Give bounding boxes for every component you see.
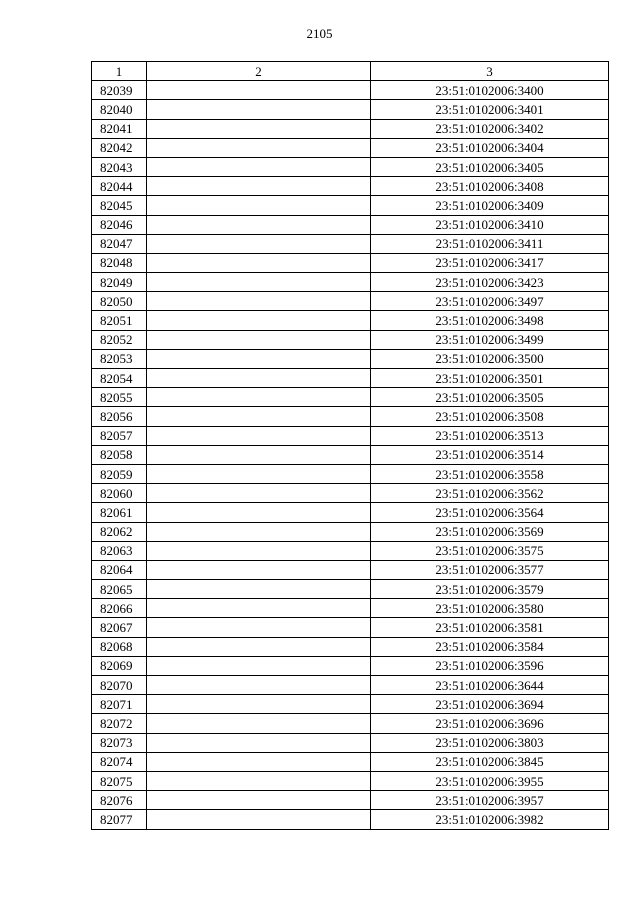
description-cell <box>147 791 371 810</box>
row-number-cell: 82067 <box>92 618 147 637</box>
cadastral-number-cell: 23:51:0102006:3982 <box>371 810 609 829</box>
cadastral-number-cell: 23:51:0102006:3955 <box>371 771 609 790</box>
cadastral-number-cell: 23:51:0102006:3411 <box>371 234 609 253</box>
table-body <box>92 81 609 829</box>
description-cell <box>147 676 371 695</box>
table-row <box>92 791 609 810</box>
row-number-cell: 82043 <box>92 157 147 176</box>
table-row <box>92 311 609 330</box>
table-row <box>92 100 609 119</box>
cadastral-number-cell: 23:51:0102006:3514 <box>371 445 609 464</box>
description-cell <box>147 656 371 675</box>
table-row <box>92 196 609 215</box>
cadastral-number-cell: 23:51:0102006:3584 <box>371 637 609 656</box>
cadastral-number-cell: 23:51:0102006:3575 <box>371 541 609 560</box>
description-cell <box>147 407 371 426</box>
row-number-cell: 82064 <box>92 560 147 579</box>
row-number-cell: 82070 <box>92 676 147 695</box>
description-cell <box>147 599 371 618</box>
table-row <box>92 522 609 541</box>
table-row <box>92 618 609 637</box>
table-row <box>92 637 609 656</box>
cadastral-number-cell: 23:51:0102006:3513 <box>371 426 609 445</box>
cadastral-number-cell: 23:51:0102006:3501 <box>371 369 609 388</box>
row-number-cell: 82050 <box>92 292 147 311</box>
description-cell <box>147 484 371 503</box>
description-cell <box>147 445 371 464</box>
row-number-cell: 82060 <box>92 484 147 503</box>
cadastral-number-cell: 23:51:0102006:3405 <box>371 157 609 176</box>
table-row <box>92 388 609 407</box>
cadastral-number-cell: 23:51:0102006:3596 <box>371 656 609 675</box>
description-cell <box>147 311 371 330</box>
table-row <box>92 157 609 176</box>
cadastral-number-cell: 23:51:0102006:3803 <box>371 733 609 752</box>
description-cell <box>147 234 371 253</box>
description-cell <box>147 810 371 829</box>
row-number-cell: 82057 <box>92 426 147 445</box>
cadastral-number-cell: 23:51:0102006:3696 <box>371 714 609 733</box>
row-number-cell: 82075 <box>92 771 147 790</box>
table-row <box>92 599 609 618</box>
description-cell <box>147 560 371 579</box>
cadastral-number-cell: 23:51:0102006:3497 <box>371 292 609 311</box>
cadastral-number-cell: 23:51:0102006:3500 <box>371 349 609 368</box>
table-row <box>92 771 609 790</box>
description-cell <box>147 714 371 733</box>
cadastral-number-cell: 23:51:0102006:3402 <box>371 119 609 138</box>
row-number-cell: 82046 <box>92 215 147 234</box>
row-number-cell: 82071 <box>92 695 147 714</box>
description-cell <box>147 81 371 100</box>
registry-table <box>91 61 609 830</box>
description-cell <box>147 196 371 215</box>
cadastral-number-cell: 23:51:0102006:3577 <box>371 560 609 579</box>
description-cell <box>147 157 371 176</box>
description-cell <box>147 369 371 388</box>
description-cell <box>147 215 371 234</box>
description-cell <box>147 273 371 292</box>
row-number-cell: 82072 <box>92 714 147 733</box>
row-number-cell: 82039 <box>92 81 147 100</box>
description-cell <box>147 637 371 656</box>
row-number-cell: 82052 <box>92 330 147 349</box>
table-row <box>92 81 609 100</box>
row-number-cell: 82058 <box>92 445 147 464</box>
cadastral-number-cell: 23:51:0102006:3644 <box>371 676 609 695</box>
cadastral-number-cell: 23:51:0102006:3562 <box>371 484 609 503</box>
table-row <box>92 676 609 695</box>
column-header-2: 2 <box>147 62 371 81</box>
row-number-cell: 82051 <box>92 311 147 330</box>
row-number-cell: 82049 <box>92 273 147 292</box>
cadastral-number-cell: 23:51:0102006:3505 <box>371 388 609 407</box>
cadastral-number-cell: 23:51:0102006:3579 <box>371 580 609 599</box>
row-number-cell: 82045 <box>92 196 147 215</box>
table-row <box>92 695 609 714</box>
cadastral-number-cell: 23:51:0102006:3569 <box>371 522 609 541</box>
description-cell <box>147 100 371 119</box>
row-number-cell: 82074 <box>92 752 147 771</box>
table-row <box>92 752 609 771</box>
cadastral-number-cell: 23:51:0102006:3508 <box>371 407 609 426</box>
table-row <box>92 215 609 234</box>
row-number-cell: 82053 <box>92 349 147 368</box>
table-row <box>92 177 609 196</box>
page-number: 2105 <box>306 26 333 41</box>
description-cell <box>147 349 371 368</box>
table-row <box>92 426 609 445</box>
cadastral-number-cell: 23:51:0102006:3404 <box>371 138 609 157</box>
table-row <box>92 330 609 349</box>
cadastral-number-cell: 23:51:0102006:3498 <box>371 311 609 330</box>
row-number-cell: 82068 <box>92 637 147 656</box>
description-cell <box>147 503 371 522</box>
description-cell <box>147 752 371 771</box>
description-cell <box>147 541 371 560</box>
row-number-cell: 82055 <box>92 388 147 407</box>
cadastral-number-cell: 23:51:0102006:3410 <box>371 215 609 234</box>
cadastral-number-cell: 23:51:0102006:3408 <box>371 177 609 196</box>
table-header-row <box>92 62 609 81</box>
description-cell <box>147 253 371 272</box>
row-number-cell: 82077 <box>92 810 147 829</box>
row-number-cell: 82076 <box>92 791 147 810</box>
description-cell <box>147 138 371 157</box>
description-cell <box>147 618 371 637</box>
row-number-cell: 82042 <box>92 138 147 157</box>
row-number-cell: 82062 <box>92 522 147 541</box>
row-number-cell: 82065 <box>92 580 147 599</box>
cadastral-number-cell: 23:51:0102006:3580 <box>371 599 609 618</box>
row-number-cell: 82063 <box>92 541 147 560</box>
row-number-cell: 82041 <box>92 119 147 138</box>
table-row <box>92 714 609 733</box>
table-row <box>92 580 609 599</box>
table-row <box>92 810 609 829</box>
description-cell <box>147 388 371 407</box>
cadastral-number-cell: 23:51:0102006:3417 <box>371 253 609 272</box>
cadastral-number-cell: 23:51:0102006:3400 <box>371 81 609 100</box>
description-cell <box>147 522 371 541</box>
table-row <box>92 369 609 388</box>
table-row <box>92 464 609 483</box>
row-number-cell: 82061 <box>92 503 147 522</box>
table-row <box>92 445 609 464</box>
cadastral-number-cell: 23:51:0102006:3581 <box>371 618 609 637</box>
table-row <box>92 292 609 311</box>
description-cell <box>147 771 371 790</box>
table-row <box>92 656 609 675</box>
row-number-cell: 82040 <box>92 100 147 119</box>
row-number-cell: 82056 <box>92 407 147 426</box>
cadastral-number-cell: 23:51:0102006:3957 <box>371 791 609 810</box>
cadastral-number-cell: 23:51:0102006:3409 <box>371 196 609 215</box>
description-cell <box>147 292 371 311</box>
column-header-1: 1 <box>92 62 147 81</box>
row-number-cell: 82048 <box>92 253 147 272</box>
table-row <box>92 234 609 253</box>
cadastral-number-cell: 23:51:0102006:3401 <box>371 100 609 119</box>
description-cell <box>147 580 371 599</box>
row-number-cell: 82059 <box>92 464 147 483</box>
table-row <box>92 407 609 426</box>
description-cell <box>147 426 371 445</box>
table-row <box>92 273 609 292</box>
row-number-cell: 82044 <box>92 177 147 196</box>
cadastral-number-cell: 23:51:0102006:3499 <box>371 330 609 349</box>
cadastral-number-cell: 23:51:0102006:3845 <box>371 752 609 771</box>
table-row <box>92 560 609 579</box>
cadastral-number-cell: 23:51:0102006:3558 <box>371 464 609 483</box>
column-header-3: 3 <box>371 62 609 81</box>
table-row <box>92 119 609 138</box>
row-number-cell: 82069 <box>92 656 147 675</box>
row-number-cell: 82066 <box>92 599 147 618</box>
table-row <box>92 484 609 503</box>
cadastral-number-cell: 23:51:0102006:3564 <box>371 503 609 522</box>
table-row <box>92 733 609 752</box>
description-cell <box>147 177 371 196</box>
table-row <box>92 349 609 368</box>
description-cell <box>147 733 371 752</box>
cadastral-number-cell: 23:51:0102006:3423 <box>371 273 609 292</box>
table-row <box>92 253 609 272</box>
table-row <box>92 503 609 522</box>
description-cell <box>147 119 371 138</box>
description-cell <box>147 464 371 483</box>
description-cell <box>147 695 371 714</box>
description-cell <box>147 330 371 349</box>
table-row <box>92 138 609 157</box>
table-row <box>92 541 609 560</box>
cadastral-number-cell: 23:51:0102006:3694 <box>371 695 609 714</box>
row-number-cell: 82073 <box>92 733 147 752</box>
row-number-cell: 82047 <box>92 234 147 253</box>
row-number-cell: 82054 <box>92 369 147 388</box>
